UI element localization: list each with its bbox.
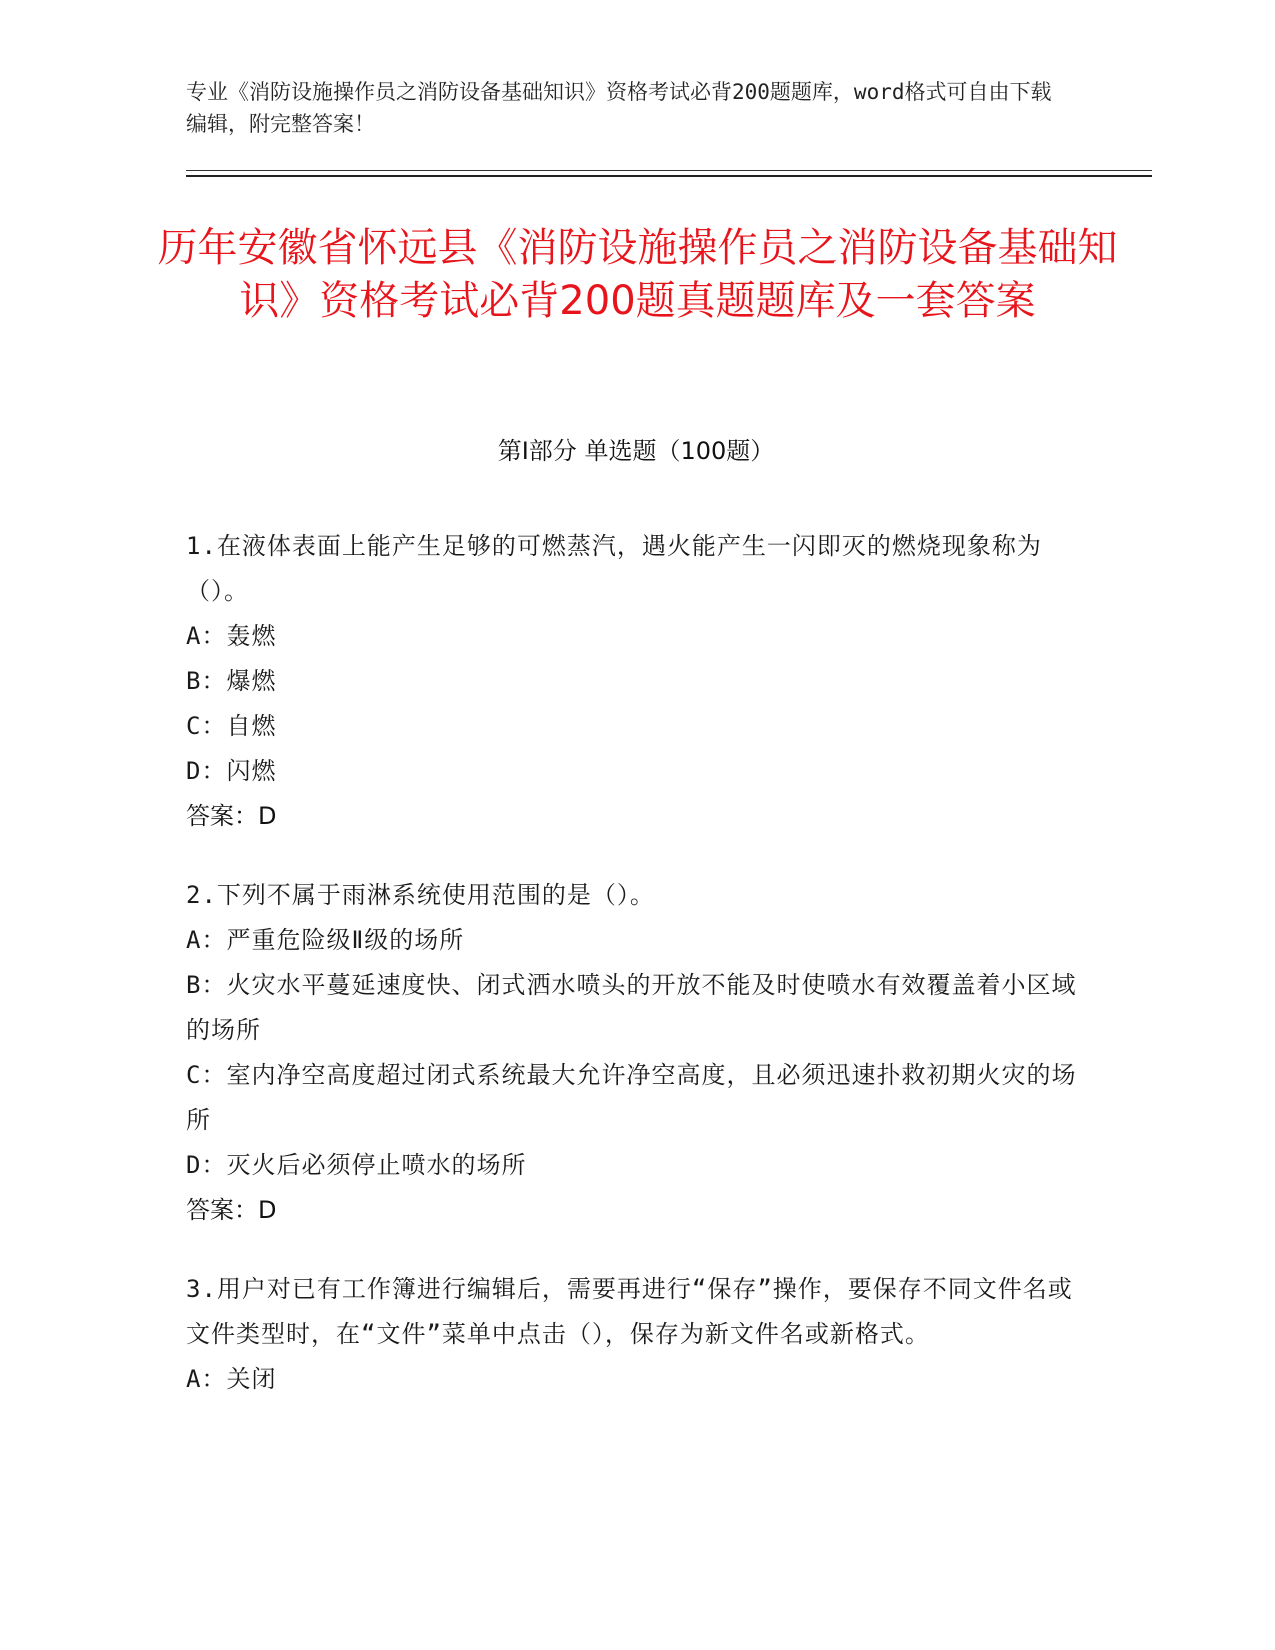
question-3 bbox=[186, 1267, 1086, 1402]
question-stem: 2.下列不属于雨淋系统使用范围的是（）。 bbox=[186, 881, 655, 909]
header-note: 专业《消防设施操作员之消防设备基础知识》资格考试必背200题题库，word格式可自由下载编辑，附完整答案！ bbox=[186, 80, 1052, 136]
header-divider-thick bbox=[186, 175, 1152, 177]
option-a: A：轰燃 bbox=[186, 622, 277, 650]
answer-line: 答案：D bbox=[186, 802, 277, 830]
question-stem: 3.用户对已有工作簿进行编辑后，需要再进行“保存”操作，要保存不同文件名或文件类型时，在“文件”菜单中点击（），保存为新文件名或新格式。 bbox=[186, 1275, 1073, 1348]
header-divider-thin bbox=[186, 170, 1152, 171]
option-c: C：室内净空高度超过闭式系统最大允许净空高度，且必须迅速扑救初期火灾的场所 bbox=[186, 1061, 1077, 1134]
section-title: 第Ⅰ部分 单选题（100题） bbox=[497, 437, 775, 465]
answer-line: 答案：D bbox=[186, 1196, 277, 1224]
question-stem: 1.在液体表面上能产生足够的可燃蒸汽，遇火能产生一闪即灭的燃烧现象称为（）。 bbox=[186, 532, 1042, 605]
option-d: D：闪燃 bbox=[186, 757, 277, 785]
option-d: D：灭火后必须停止喷水的场所 bbox=[186, 1151, 527, 1179]
question-list bbox=[186, 524, 1086, 1436]
option-b: B：火灾水平蔓延速度快、闭式洒水喷头的开放不能及时使喷水有效覆盖着小区域的场所 bbox=[186, 971, 1077, 1044]
document-title: 历年安徽省怀远县《消防设施操作员之消防设备基础知识》资格考试必背200题真题题库及一套答案 bbox=[157, 225, 1118, 324]
question-1 bbox=[186, 524, 1086, 839]
option-a: A：严重危险级Ⅱ级的场所 bbox=[186, 926, 465, 954]
option-b: B：爆燃 bbox=[186, 667, 277, 695]
option-c: C：自燃 bbox=[186, 712, 277, 740]
question-2 bbox=[186, 873, 1086, 1233]
option-a: A：关闭 bbox=[186, 1365, 277, 1393]
